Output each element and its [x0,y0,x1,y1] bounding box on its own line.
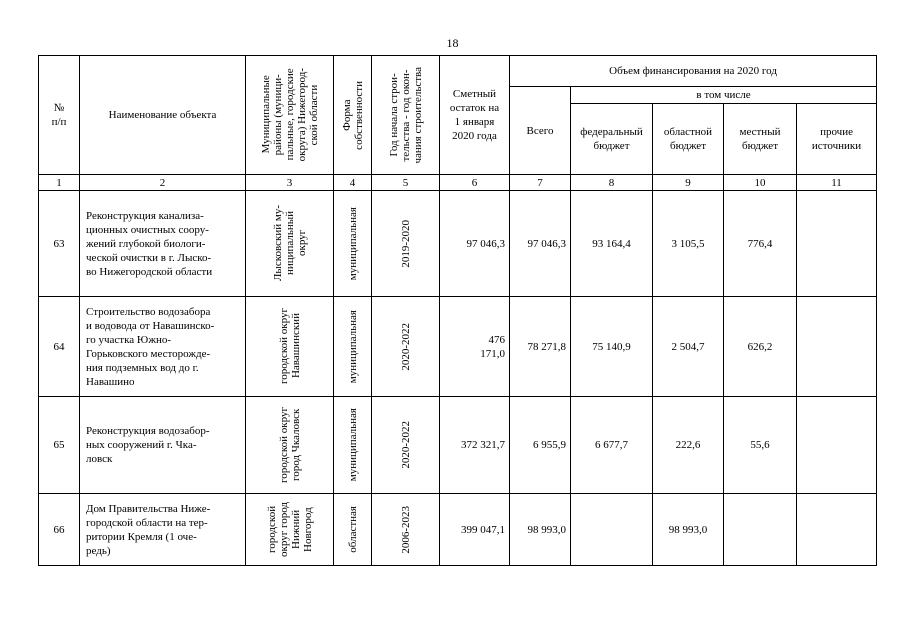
colnum-4: 4 [334,175,372,191]
row-federal: 6 677,7 [571,397,653,494]
row-ownership: муниципальная [334,297,372,397]
colnum-1: 1 [39,175,80,191]
header-regional: областной бюджет [653,104,724,175]
row-other [797,494,877,566]
row-regional: 3 105,5 [653,191,724,297]
row-years: 2020-2022 [372,397,440,494]
colnum-5: 5 [372,175,440,191]
header-municipal: Муниципальные районы (муници- пальные, городские округа) Нижегород- ской области [246,56,334,175]
row-ownership: областная [334,494,372,566]
row-regional: 98 993,0 [653,494,724,566]
header-ownership: Форма собственности [334,56,372,175]
row-regional: 2 504,7 [653,297,724,397]
row-local: 776,4 [724,191,797,297]
financing-table [38,55,877,566]
header-local: местный бюджет [724,104,797,175]
header-num: № п/п [39,56,80,175]
row-regional: 222,6 [653,397,724,494]
header-funding-2020: Объем финансирования на 2020 год [510,56,877,87]
row-ownership: муниципальная [334,397,372,494]
row-num: 64 [39,297,80,397]
colnum-6: 6 [440,175,510,191]
row-total: 98 993,0 [510,494,571,566]
row-years: 2019-2020 [372,191,440,297]
colnum-9: 9 [653,175,724,191]
row-object-name: Реконструкция канализа- ционных очистных соору- жений глубокой биологи- ческой очистки в г. Лыско- во Нижегородской области [80,191,246,297]
row-total: 78 271,8 [510,297,571,397]
header-estimate: Сметный остаток на 1 января 2020 года [440,56,510,175]
colnum-11: 11 [797,175,877,191]
row-local: 55,6 [724,397,797,494]
row-other [797,191,877,297]
row-federal: 93 164,4 [571,191,653,297]
table-row [39,297,877,397]
header-total: Всего [510,87,571,175]
row-municipal: городской округ город Чкаловск [246,397,334,494]
row-estimate: 97 046,3 [440,191,510,297]
header-federal: федеральный бюджет [571,104,653,175]
row-municipal: Лысковский му- ниципальный округ [246,191,334,297]
row-total: 6 955,9 [510,397,571,494]
row-estimate: 399 047,1 [440,494,510,566]
header-row-1 [39,56,877,87]
colnum-8: 8 [571,175,653,191]
row-other [797,297,877,397]
row-years: 2006-2023 [372,494,440,566]
row-object-name: Реконструкция водозабор- ных сооружений г. Чка- ловск [80,397,246,494]
row-local [724,494,797,566]
colnum-10: 10 [724,175,797,191]
column-number-row [39,175,877,191]
colnum-3: 3 [246,175,334,191]
row-local: 626,2 [724,297,797,397]
row-ownership: муниципальная [334,191,372,297]
header-name: Наименование объекта [80,56,246,175]
table-row [39,191,877,297]
row-object-name: Дом Правительства Ниже- городской области на тер- ритории Кремля (1 оче- редь) [80,494,246,566]
table-row [39,494,877,566]
table-row [39,397,877,494]
row-years: 2020-2022 [372,297,440,397]
row-num: 65 [39,397,80,494]
row-estimate: 372 321,7 [440,397,510,494]
page-number: 18 [446,36,459,50]
row-object-name: Строительство водозабора и водовода от Навашинско- го участка Южно- Горьковского месторожде- ния подземных вод до г. Навашино [80,297,246,397]
colnum-2: 2 [80,175,246,191]
colnum-7: 7 [510,175,571,191]
row-estimate: 476 171,0 [440,297,510,397]
row-federal [571,494,653,566]
row-num: 66 [39,494,80,566]
row-other [797,397,877,494]
header-other: прочие источники [797,104,877,175]
row-num: 63 [39,191,80,297]
header-including: в том числе [571,87,877,104]
header-years: Год начала строи- тельства - год окон- чания строительства [372,56,440,175]
row-total: 97 046,3 [510,191,571,297]
row-municipal: городской округ Навашинский [246,297,334,397]
row-federal: 75 140,9 [571,297,653,397]
row-municipal: городской округ город Нижний Новгород [246,494,334,566]
